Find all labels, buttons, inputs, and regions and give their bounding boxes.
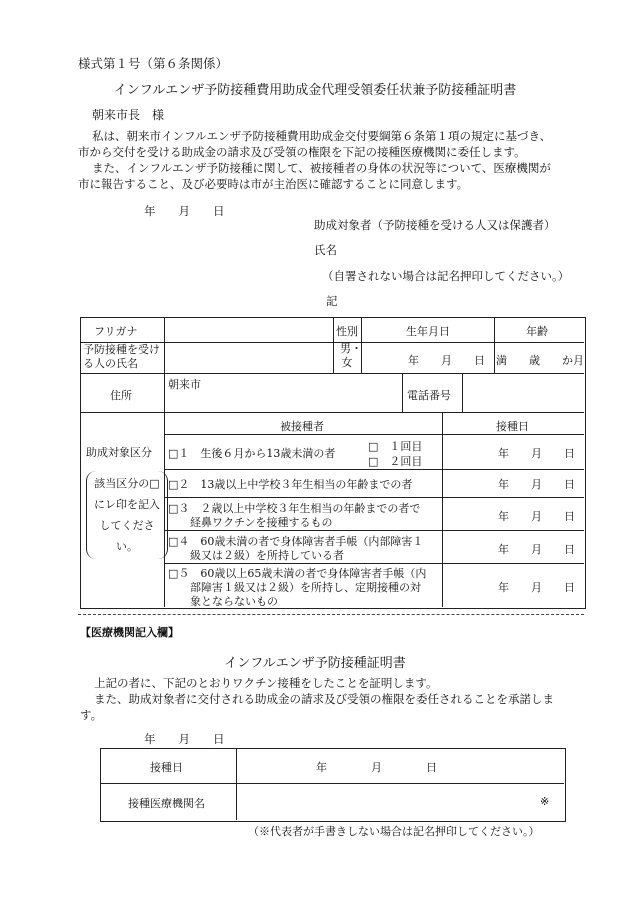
phone-label: 電話番号 <box>407 389 451 402</box>
application-date[interactable]: 年 月 日 <box>144 204 225 218</box>
category-4[interactable]: □４ 60歳未満の者で身体障害者手帳（内部障害１ <box>168 535 424 548</box>
intro-line-4: 市に報告すること、及び必要時は市が主治医に確認することに同意します。 <box>78 177 469 191</box>
intro-line-1: 私は、朝来市インフルエンザ予防接種費用助成金交付要綱第６条第１項の規定に基づき、 <box>92 129 552 143</box>
category-3-line-2: 経鼻ワクチンを接種するもの <box>190 516 333 529</box>
category-3-date[interactable]: 年 月 日 <box>498 510 575 523</box>
vaccination-date-header: 接種日 <box>496 420 529 433</box>
medical-line-1: 上記の者に、下記のとおりワクチン接種をしたことを証明します。 <box>94 676 438 690</box>
institution-label: 接種医療機関名 <box>128 797 205 810</box>
gender-options[interactable]: 男・女 <box>340 342 362 369</box>
document-title: インフルエンザ予防接種費用助成金代理受領委任状兼予防接種証明書 <box>113 83 517 98</box>
category-5-date[interactable]: 年 月 日 <box>498 581 575 594</box>
age-fields[interactable]: 満 歳 か月 <box>496 354 584 367</box>
institution-input[interactable] <box>238 785 528 818</box>
cut-line <box>78 614 584 615</box>
medical-date[interactable]: 年 月 日 <box>144 732 225 746</box>
ki-marker: 記 <box>326 294 338 308</box>
recipient-header: 被接種者 <box>280 420 324 433</box>
address-value[interactable]: 朝来市 <box>168 378 201 391</box>
category-2[interactable]: □２ 13歳以上中学校３年生相当の年齢までの者 <box>168 478 413 491</box>
medical-footnote: （※代表者が手書きしない場合は記名押印してください。） <box>248 825 540 838</box>
medical-line-3: す。 <box>80 708 103 722</box>
signature-note: （自署されない場合は記名押印してください。） <box>322 269 570 283</box>
furigana-input[interactable] <box>166 319 331 340</box>
vaccination-date-fields[interactable]: 年 月 日 <box>316 761 437 774</box>
category-1[interactable]: □１ 生後６月から13歳未満の者 <box>168 447 336 460</box>
institution-mark: ※ <box>540 795 550 808</box>
certificate-title: インフルエンザ予防接種証明書 <box>224 656 406 671</box>
person-name-label: 予防接種を受ける人の氏名 <box>83 343 160 370</box>
category-5[interactable]: □５ 60歳以上65歳未満の者で身体障害者手帳（内 <box>168 567 427 580</box>
instruction-note: 該当区分の□にレ印を記入してください。 <box>86 471 168 559</box>
category-3[interactable]: □３ ２歳以上中学校３年生相当の年齢までの者で <box>168 502 421 515</box>
address-label: 住所 <box>110 389 132 402</box>
intro-line-2: 市から交付を受ける助成金の請求及び受領の権限を下記の接種医療機関に委任します。 <box>78 145 526 159</box>
intro-line-3: また、インフルエンザ予防接種に関して、被接種者の身体の状況等について、医療機関が <box>92 161 551 175</box>
medical-line-2: また、助成対象者に交付される助成金の請求及び受領の権限を委任されることを承諾しま <box>94 692 554 706</box>
form-number: 様式第１号（第６条関係） <box>78 56 229 71</box>
category-4-date[interactable]: 年 月 日 <box>498 543 575 556</box>
category-5-line-3: 象とならないもの <box>190 595 278 608</box>
category-5-line-2: 部障害１級又は２級）を所持し、定期接種の対 <box>190 581 421 594</box>
recipient-label: 助成対象者（予防接種を受ける人又は保護者） <box>314 218 556 232</box>
furigana-label: フリガナ <box>94 325 138 338</box>
birthdate-fields[interactable]: 年 月 日 <box>408 354 485 367</box>
category-1-date[interactable]: 年 月 日 <box>498 447 575 460</box>
medical-section-label: 【医療機関記入欄】 <box>80 626 179 639</box>
person-name-input[interactable] <box>166 344 331 371</box>
age-label: 年齢 <box>526 325 548 338</box>
category-label: 助成対象区分 <box>86 446 152 459</box>
gender-label: 性別 <box>336 325 358 338</box>
addressee: 朝来市長 様 <box>92 108 165 122</box>
first-dose-checkbox[interactable]: □ １回目 <box>368 440 423 453</box>
vaccination-date-label: 接種日 <box>150 761 183 774</box>
category-4-line-2: 級又は２級）を所持している者 <box>190 549 344 562</box>
phone-input[interactable] <box>464 375 582 410</box>
second-dose-checkbox[interactable]: □ ２回目 <box>368 455 423 468</box>
category-2-date[interactable]: 年 月 日 <box>498 478 575 491</box>
birthdate-label: 生年月日 <box>406 325 450 338</box>
name-label: 氏名 <box>314 243 337 257</box>
